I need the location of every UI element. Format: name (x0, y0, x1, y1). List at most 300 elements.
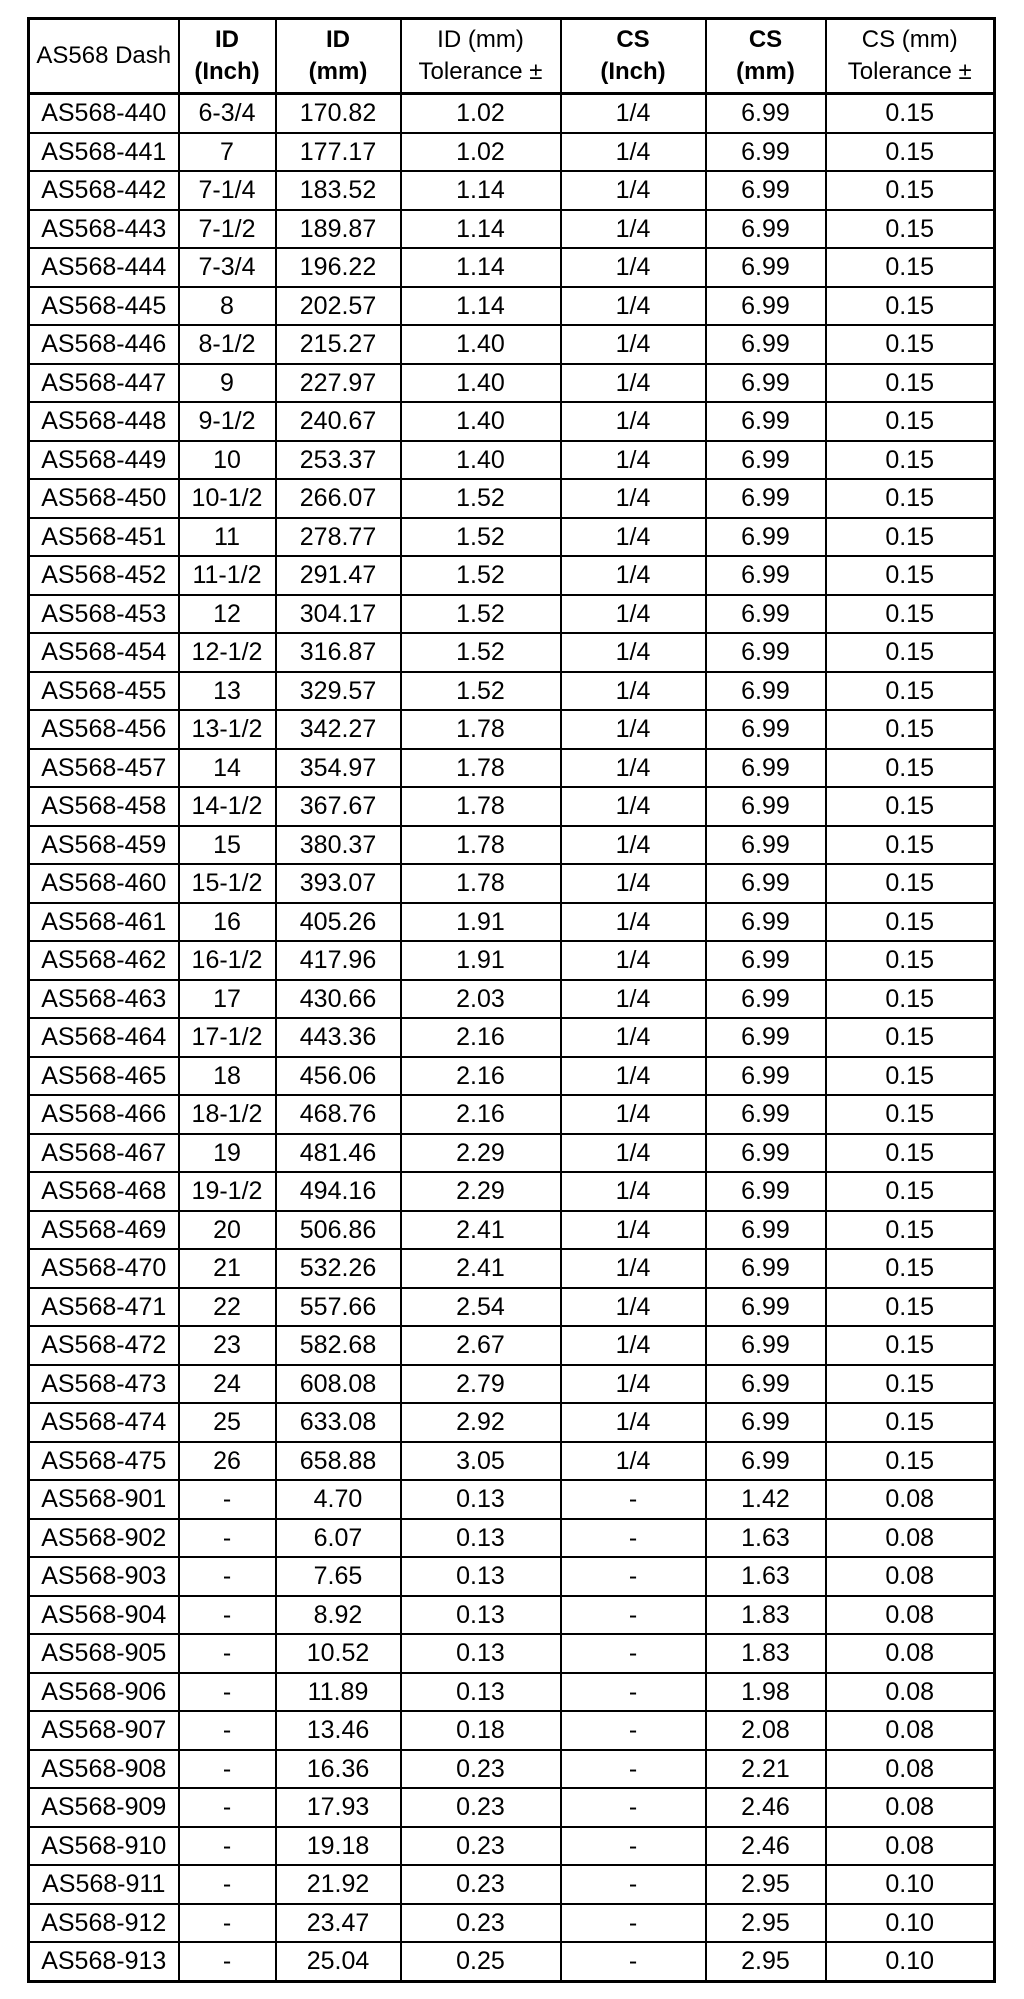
id-tolerance-cell: 1.52 (401, 672, 561, 711)
cs-inch-cell: - (561, 1519, 706, 1558)
cs-inch-cell: 1/4 (561, 1095, 706, 1134)
id-inch-cell: 8 (179, 287, 276, 326)
id-inch-cell: 19 (179, 1134, 276, 1173)
id-mm-cell: 202.57 (276, 287, 401, 326)
cs-tolerance-cell: 0.15 (826, 479, 995, 518)
cs-tolerance-cell: 0.15 (826, 171, 995, 210)
id-tolerance-cell: 2.16 (401, 1018, 561, 1057)
id-mm-cell: 25.04 (276, 1942, 401, 1981)
cs-inch-cell: 1/4 (561, 1403, 706, 1442)
id-mm-cell: 17.93 (276, 1788, 401, 1827)
cs-mm-cell: 6.99 (706, 787, 826, 826)
id-mm-cell: 11.89 (276, 1673, 401, 1712)
cs-inch-cell: 1/4 (561, 210, 706, 249)
id-inch-cell: 15-1/2 (179, 864, 276, 903)
table-row (29, 1172, 995, 1211)
cs-inch-cell: - (561, 1942, 706, 1981)
id-mm-cell: 253.37 (276, 441, 401, 480)
id-inch-cell: 7 (179, 133, 276, 172)
cs-mm-cell: 6.99 (706, 1018, 826, 1057)
dash-number-cell: AS568-912 (29, 1904, 179, 1943)
id-mm-cell: 291.47 (276, 556, 401, 595)
id-tolerance-cell: 1.78 (401, 787, 561, 826)
header-line-1: AS568 Dash (36, 42, 172, 69)
cs-tolerance-cell: 0.15 (826, 672, 995, 711)
header-line-1: ID (mm) (437, 26, 524, 53)
table-row (29, 402, 995, 441)
id-inch-cell: - (179, 1750, 276, 1789)
table-row (29, 749, 995, 788)
dash-number-cell: AS568-466 (29, 1095, 179, 1134)
cs-tolerance-cell: 0.15 (826, 1018, 995, 1057)
dash-number-cell: AS568-454 (29, 633, 179, 672)
cs-mm-cell: 6.99 (706, 171, 826, 210)
table-row (29, 1788, 995, 1827)
dash-number-cell: AS568-907 (29, 1711, 179, 1750)
cs-mm-cell: 1.42 (706, 1480, 826, 1519)
id-tolerance-cell: 0.13 (401, 1480, 561, 1519)
cs-mm-cell: 6.99 (706, 1442, 826, 1481)
id-tolerance-cell: 1.78 (401, 826, 561, 865)
cs-inch-cell: 1/4 (561, 903, 706, 942)
id-mm-cell: 189.87 (276, 210, 401, 249)
cs-tolerance-cell: 0.15 (826, 402, 995, 441)
cs-mm-cell: 6.99 (706, 1095, 826, 1134)
id-mm-cell: 481.46 (276, 1134, 401, 1173)
table-body (29, 94, 995, 1982)
id-mm-cell: 417.96 (276, 941, 401, 980)
id-inch-cell: 25 (179, 1403, 276, 1442)
id-mm-cell: 468.76 (276, 1095, 401, 1134)
id-tolerance-cell: 1.14 (401, 248, 561, 287)
cs-mm-cell: 6.99 (706, 556, 826, 595)
cs-tolerance-cell: 0.15 (826, 1365, 995, 1404)
dash-number-cell: AS568-910 (29, 1827, 179, 1866)
table-row (29, 479, 995, 518)
cs-tolerance-cell: 0.15 (826, 556, 995, 595)
table-row (29, 1018, 995, 1057)
id-mm-cell: 329.57 (276, 672, 401, 711)
table-row (29, 133, 995, 172)
cs-mm-cell: 6.99 (706, 864, 826, 903)
id-inch-cell: - (179, 1673, 276, 1712)
table-row (29, 1326, 995, 1365)
dash-number-cell: AS568-441 (29, 133, 179, 172)
id-inch-cell: 11-1/2 (179, 556, 276, 595)
id-inch-cell: - (179, 1711, 276, 1750)
id-tolerance-cell: 2.67 (401, 1326, 561, 1365)
cs-tolerance-cell: 0.15 (826, 1249, 995, 1288)
table-row (29, 364, 995, 403)
dash-number-cell: AS568-457 (29, 749, 179, 788)
cs-tolerance-cell: 0.15 (826, 903, 995, 942)
id-mm-cell: 6.07 (276, 1519, 401, 1558)
dash-number-cell: AS568-451 (29, 518, 179, 557)
cs-tolerance-cell: 0.08 (826, 1519, 995, 1558)
header-line-2: Tolerance ± (847, 58, 972, 85)
cs-mm-cell: 6.99 (706, 1057, 826, 1096)
header-line-1: ID (215, 26, 239, 53)
dash-number-cell: AS568-453 (29, 595, 179, 634)
id-mm-cell: 456.06 (276, 1057, 401, 1096)
table-row (29, 325, 995, 364)
table-row (29, 1249, 995, 1288)
dash-number-cell: AS568-906 (29, 1673, 179, 1712)
id-inch-cell: 21 (179, 1249, 276, 1288)
dash-number-cell: AS568-447 (29, 364, 179, 403)
id-inch-cell: 12 (179, 595, 276, 634)
dash-number-cell: AS568-459 (29, 826, 179, 865)
dash-number-cell: AS568-474 (29, 1403, 179, 1442)
id-inch-cell: 14-1/2 (179, 787, 276, 826)
cs-inch-cell: 1/4 (561, 248, 706, 287)
cs-inch-cell: 1/4 (561, 1211, 706, 1250)
header-id-inch (179, 19, 276, 94)
cs-inch-cell: 1/4 (561, 518, 706, 557)
id-tolerance-cell: 2.29 (401, 1134, 561, 1173)
table-row (29, 171, 995, 210)
id-tolerance-cell: 1.02 (401, 133, 561, 172)
header-id-tolerance (401, 19, 561, 94)
cs-tolerance-cell: 0.15 (826, 787, 995, 826)
dash-number-cell: AS568-463 (29, 980, 179, 1019)
cs-inch-cell: 1/4 (561, 479, 706, 518)
id-tolerance-cell: 1.02 (401, 94, 561, 133)
cs-mm-cell: 1.83 (706, 1596, 826, 1635)
cs-tolerance-cell: 0.15 (826, 133, 995, 172)
id-inch-cell: - (179, 1788, 276, 1827)
id-tolerance-cell: 0.13 (401, 1673, 561, 1712)
cs-mm-cell: 6.99 (706, 1249, 826, 1288)
id-mm-cell: 23.47 (276, 1904, 401, 1943)
dash-number-cell: AS568-473 (29, 1365, 179, 1404)
dash-number-cell: AS568-449 (29, 441, 179, 480)
dash-number-cell: AS568-911 (29, 1865, 179, 1904)
cs-mm-cell: 6.99 (706, 1134, 826, 1173)
id-mm-cell: 342.27 (276, 710, 401, 749)
dash-number-cell: AS568-458 (29, 787, 179, 826)
cs-inch-cell: 1/4 (561, 1172, 706, 1211)
id-inch-cell: - (179, 1865, 276, 1904)
id-tolerance-cell: 1.52 (401, 518, 561, 557)
dash-number-cell: AS568-456 (29, 710, 179, 749)
id-mm-cell: 21.92 (276, 1865, 401, 1904)
dash-number-cell: AS568-443 (29, 210, 179, 249)
id-mm-cell: 393.07 (276, 864, 401, 903)
cs-tolerance-cell: 0.08 (826, 1788, 995, 1827)
cs-inch-cell: 1/4 (561, 1365, 706, 1404)
id-tolerance-cell: 1.14 (401, 171, 561, 210)
cs-tolerance-cell: 0.15 (826, 1057, 995, 1096)
id-mm-cell: 10.52 (276, 1634, 401, 1673)
dash-number-cell: AS568-446 (29, 325, 179, 364)
id-inch-cell: 16 (179, 903, 276, 942)
cs-mm-cell: 6.99 (706, 441, 826, 480)
id-tolerance-cell: 1.14 (401, 210, 561, 249)
id-tolerance-cell: 1.78 (401, 749, 561, 788)
cs-inch-cell: 1/4 (561, 287, 706, 326)
id-tolerance-cell: 1.52 (401, 595, 561, 634)
cs-mm-cell: 6.99 (706, 1288, 826, 1327)
dash-number-cell: AS568-902 (29, 1519, 179, 1558)
id-tolerance-cell: 1.40 (401, 402, 561, 441)
table-row (29, 864, 995, 903)
id-inch-cell: - (179, 1519, 276, 1558)
header-line-1: CS (mm) (861, 26, 958, 53)
id-tolerance-cell: 1.40 (401, 364, 561, 403)
dash-number-cell: AS568-455 (29, 672, 179, 711)
id-tolerance-cell: 0.23 (401, 1750, 561, 1789)
cs-inch-cell: - (561, 1711, 706, 1750)
cs-inch-cell: 1/4 (561, 826, 706, 865)
id-inch-cell: 6-3/4 (179, 94, 276, 133)
dash-number-cell: AS568-471 (29, 1288, 179, 1327)
cs-tolerance-cell: 0.15 (826, 1403, 995, 1442)
dash-number-cell: AS568-460 (29, 864, 179, 903)
cs-inch-cell: 1/4 (561, 1057, 706, 1096)
cs-inch-cell: 1/4 (561, 633, 706, 672)
id-inch-cell: 15 (179, 826, 276, 865)
id-mm-cell: 215.27 (276, 325, 401, 364)
header-line-1: CS (748, 26, 783, 53)
cs-inch-cell: - (561, 1557, 706, 1596)
cs-tolerance-cell: 0.15 (826, 980, 995, 1019)
id-inch-cell: 13 (179, 672, 276, 711)
dash-number-cell: AS568-913 (29, 1942, 179, 1981)
id-mm-cell: 405.26 (276, 903, 401, 942)
cs-tolerance-cell: 0.15 (826, 518, 995, 557)
id-tolerance-cell: 1.52 (401, 556, 561, 595)
id-tolerance-cell: 2.03 (401, 980, 561, 1019)
cs-mm-cell: 6.99 (706, 479, 826, 518)
table-row (29, 1211, 995, 1250)
table-row (29, 1480, 995, 1519)
cs-mm-cell: 2.46 (706, 1788, 826, 1827)
id-inch-cell: 7-1/2 (179, 210, 276, 249)
id-mm-cell: 658.88 (276, 1442, 401, 1481)
dash-number-cell: AS568-452 (29, 556, 179, 595)
table-row (29, 1865, 995, 1904)
dash-number-cell: AS568-470 (29, 1249, 179, 1288)
id-mm-cell: 430.66 (276, 980, 401, 1019)
cs-mm-cell: 6.99 (706, 287, 826, 326)
cs-inch-cell: 1/4 (561, 1018, 706, 1057)
table-row (29, 826, 995, 865)
id-inch-cell: 26 (179, 1442, 276, 1481)
dash-number-cell: AS568-444 (29, 248, 179, 287)
cs-mm-cell: 6.99 (706, 1365, 826, 1404)
cs-mm-cell: 1.63 (706, 1519, 826, 1558)
dash-number-cell: AS568-468 (29, 1172, 179, 1211)
id-inch-cell: - (179, 1634, 276, 1673)
cs-mm-cell: 6.99 (706, 1326, 826, 1365)
cs-mm-cell: 6.99 (706, 248, 826, 287)
cs-inch-cell: 1/4 (561, 980, 706, 1019)
id-mm-cell: 633.08 (276, 1403, 401, 1442)
id-tolerance-cell: 2.16 (401, 1095, 561, 1134)
cs-mm-cell: 2.46 (706, 1827, 826, 1866)
id-tolerance-cell: 2.92 (401, 1403, 561, 1442)
cs-mm-cell: 2.95 (706, 1942, 826, 1981)
table-row (29, 1750, 995, 1789)
cs-inch-cell: - (561, 1865, 706, 1904)
id-mm-cell: 278.77 (276, 518, 401, 557)
cs-mm-cell: 6.99 (706, 402, 826, 441)
cs-mm-cell: 6.99 (706, 518, 826, 557)
cs-inch-cell: 1/4 (561, 1442, 706, 1481)
id-inch-cell: 22 (179, 1288, 276, 1327)
cs-tolerance-cell: 0.15 (826, 1095, 995, 1134)
id-inch-cell: 7-1/4 (179, 171, 276, 210)
id-tolerance-cell: 0.18 (401, 1711, 561, 1750)
header-row (29, 19, 995, 94)
table-row (29, 1711, 995, 1750)
dash-number-cell: AS568-909 (29, 1788, 179, 1827)
id-tolerance-cell: 0.23 (401, 1865, 561, 1904)
dash-number-cell: AS568-904 (29, 1596, 179, 1635)
cs-tolerance-cell: 0.15 (826, 248, 995, 287)
table-row (29, 903, 995, 942)
dash-number-cell: AS568-450 (29, 479, 179, 518)
table-row (29, 633, 995, 672)
id-inch-cell: - (179, 1596, 276, 1635)
cs-tolerance-cell: 0.08 (826, 1634, 995, 1673)
id-mm-cell: 380.37 (276, 826, 401, 865)
cs-mm-cell: 2.21 (706, 1750, 826, 1789)
id-tolerance-cell: 0.25 (401, 1942, 561, 1981)
id-mm-cell: 227.97 (276, 364, 401, 403)
cs-inch-cell: 1/4 (561, 672, 706, 711)
table-row (29, 1827, 995, 1866)
cs-mm-cell: 6.99 (706, 210, 826, 249)
id-inch-cell: 23 (179, 1326, 276, 1365)
id-inch-cell: - (179, 1557, 276, 1596)
cs-tolerance-cell: 0.08 (826, 1711, 995, 1750)
dash-number-cell: AS568-905 (29, 1634, 179, 1673)
cs-tolerance-cell: 0.15 (826, 633, 995, 672)
id-mm-cell: 532.26 (276, 1249, 401, 1288)
table-row (29, 248, 995, 287)
table-row (29, 1403, 995, 1442)
header-line-2: (Inch) (600, 58, 666, 85)
table-row (29, 710, 995, 749)
id-inch-cell: 9 (179, 364, 276, 403)
cs-tolerance-cell: 0.15 (826, 1326, 995, 1365)
cs-tolerance-cell: 0.10 (826, 1904, 995, 1943)
id-tolerance-cell: 1.78 (401, 864, 561, 903)
id-tolerance-cell: 1.40 (401, 325, 561, 364)
id-inch-cell: 7-3/4 (179, 248, 276, 287)
cs-tolerance-cell: 0.15 (826, 864, 995, 903)
table-row (29, 1519, 995, 1558)
cs-tolerance-cell: 0.15 (826, 1288, 995, 1327)
cs-tolerance-cell: 0.10 (826, 1942, 995, 1981)
table-row (29, 672, 995, 711)
cs-inch-cell: - (561, 1480, 706, 1519)
dash-number-cell: AS568-908 (29, 1750, 179, 1789)
cs-inch-cell: 1/4 (561, 325, 706, 364)
id-mm-cell: 316.87 (276, 633, 401, 672)
id-inch-cell: - (179, 1942, 276, 1981)
table-row (29, 595, 995, 634)
cs-inch-cell: - (561, 1673, 706, 1712)
dash-number-cell: AS568-448 (29, 402, 179, 441)
id-tolerance-cell: 0.13 (401, 1519, 561, 1558)
header-line-2: Tolerance ± (418, 58, 543, 85)
cs-tolerance-cell: 0.15 (826, 1134, 995, 1173)
id-inch-cell: 19-1/2 (179, 1172, 276, 1211)
cs-inch-cell: 1/4 (561, 941, 706, 980)
table-header (29, 19, 995, 94)
cs-inch-cell: - (561, 1596, 706, 1635)
table-row (29, 1634, 995, 1673)
cs-inch-cell: 1/4 (561, 364, 706, 403)
id-inch-cell: 17 (179, 980, 276, 1019)
id-inch-cell: - (179, 1827, 276, 1866)
dash-number-cell: AS568-461 (29, 903, 179, 942)
cs-tolerance-cell: 0.15 (826, 441, 995, 480)
id-inch-cell: - (179, 1904, 276, 1943)
cs-tolerance-cell: 0.15 (826, 94, 995, 133)
cs-inch-cell: - (561, 1788, 706, 1827)
cs-tolerance-cell: 0.08 (826, 1596, 995, 1635)
cs-inch-cell: 1/4 (561, 749, 706, 788)
cs-tolerance-cell: 0.15 (826, 710, 995, 749)
cs-inch-cell: 1/4 (561, 94, 706, 133)
dash-number-cell: AS568-901 (29, 1480, 179, 1519)
id-mm-cell: 13.46 (276, 1711, 401, 1750)
id-tolerance-cell: 0.13 (401, 1557, 561, 1596)
dash-number-cell: AS568-903 (29, 1557, 179, 1596)
id-inch-cell: 14 (179, 749, 276, 788)
id-inch-cell: 11 (179, 518, 276, 557)
cs-tolerance-cell: 0.15 (826, 1442, 995, 1481)
table-row (29, 441, 995, 480)
table-row (29, 1057, 995, 1096)
header-cs-inch (561, 19, 706, 94)
cs-mm-cell: 2.95 (706, 1904, 826, 1943)
id-tolerance-cell: 2.79 (401, 1365, 561, 1404)
dash-number-cell: AS568-465 (29, 1057, 179, 1096)
cs-inch-cell: 1/4 (561, 171, 706, 210)
cs-mm-cell: 6.99 (706, 133, 826, 172)
cs-mm-cell: 1.83 (706, 1634, 826, 1673)
cs-tolerance-cell: 0.15 (826, 325, 995, 364)
id-inch-cell: - (179, 1480, 276, 1519)
id-tolerance-cell: 0.23 (401, 1827, 561, 1866)
id-mm-cell: 7.65 (276, 1557, 401, 1596)
cs-inch-cell: 1/4 (561, 1288, 706, 1327)
id-mm-cell: 183.52 (276, 171, 401, 210)
id-tolerance-cell: 1.91 (401, 903, 561, 942)
cs-inch-cell: 1/4 (561, 402, 706, 441)
cs-tolerance-cell: 0.15 (826, 749, 995, 788)
table-row (29, 1904, 995, 1943)
id-mm-cell: 16.36 (276, 1750, 401, 1789)
id-inch-cell: 12-1/2 (179, 633, 276, 672)
id-tolerance-cell: 2.41 (401, 1249, 561, 1288)
cs-inch-cell: 1/4 (561, 595, 706, 634)
cs-inch-cell: 1/4 (561, 710, 706, 749)
table-row (29, 518, 995, 557)
cs-inch-cell: 1/4 (561, 556, 706, 595)
cs-mm-cell: 6.99 (706, 325, 826, 364)
cs-tolerance-cell: 0.15 (826, 364, 995, 403)
cs-inch-cell: - (561, 1750, 706, 1789)
header-dash (29, 19, 179, 94)
cs-tolerance-cell: 0.15 (826, 210, 995, 249)
dash-number-cell: AS568-472 (29, 1326, 179, 1365)
